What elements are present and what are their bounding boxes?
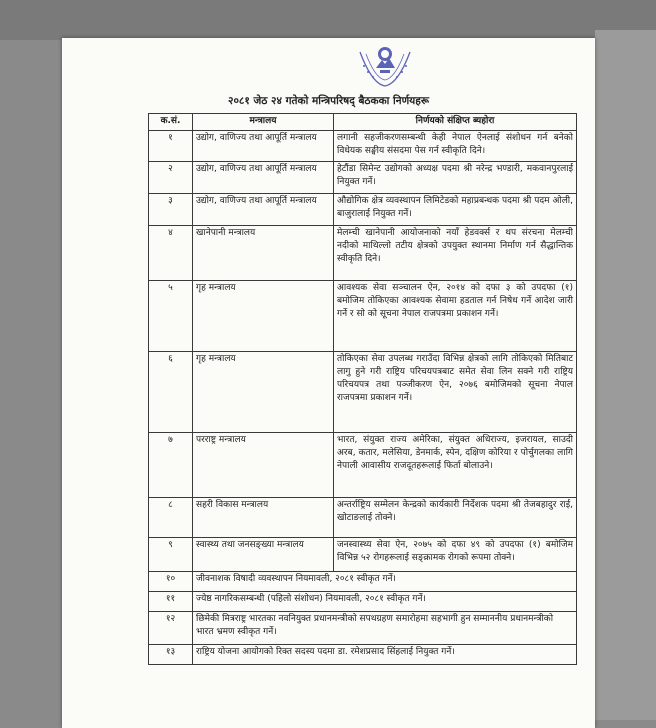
- row-number: १: [149, 131, 193, 162]
- row-decision: हेटौंडा सिमेन्ट उद्योगको अध्यक्ष पदमा श्री नरेन्द्र भण्डारी, मकवानपुरलाई नियुक्त गर्ने।: [334, 162, 577, 194]
- decisions-table: [148, 113, 577, 665]
- row-decision: जीवनाशक विषादी व्यवस्थापन नियमावली, २०८१ स्वीकृत गर्ने।: [193, 572, 577, 592]
- row-ministry: उद्योग, वाणिज्य तथा आपूर्ति मन्त्रालय: [193, 131, 334, 162]
- serial-header: क.सं.: [149, 114, 193, 131]
- table-row: [149, 645, 577, 665]
- row-decision: राष्ट्रिय योजना आयोगको रिक्त सदस्य पदमा डा. रमेशप्रसाद सिंहलाई नियुक्त गर्ने।: [193, 645, 577, 665]
- table-header-row: [149, 114, 577, 131]
- table-row: [149, 572, 577, 592]
- decision-header: निर्णयको संक्षिप्त ब्यहोरा: [334, 114, 577, 131]
- row-decision: छिमेकी मित्रराष्ट्र भारतका नवनियुक्त प्रधानमन्त्रीको सपथग्रहण समारोहमा सहभागी हुन सम्माननीय प्रधानमन्त्रीको भारत भ्रमण स्वीकृत गर्ने।: [193, 612, 577, 645]
- row-number: २: [149, 162, 193, 194]
- table-row: [149, 162, 577, 194]
- row-ministry: गृह मन्त्रालय: [193, 352, 334, 433]
- row-number: ७: [149, 433, 193, 498]
- row-ministry: गृह मन्त्रालय: [193, 281, 334, 352]
- row-decision: ज्येष्ठ नागरिकसम्बन्धी (पहिलो संशोधन) नियमावली, २०८१ स्वीकृत गर्ने।: [193, 592, 577, 612]
- row-decision: मेलम्ची खानेपानी आयोजनाको नयाँ हेडवर्क्स र थप संरचना मेलम्ची नदीको माथिल्लो तटीय क्षेत्रको उपयुक्त स्थानमा निर्माण गर्न सैद्धान्तिक स्वीकृति दिने।: [334, 226, 577, 281]
- government-seal-icon: [352, 44, 418, 88]
- row-decision: अन्तर्राष्ट्रिय सम्मेलन केन्द्रको कार्यकारी निर्देशक पदमा श्री तेजबहादुर राई, खोटाङलाई तोक्ने।: [334, 498, 577, 538]
- row-decision: तोकिएका सेवा उपलब्ध गराउँदा विभिन्न क्षेत्रको लागि तोकिएको मितिबाट लागु हुने गरी राष्ट्रिय परिचयपत्रबाट समेत सेवा लिन सक्ने गरी राष्ट्रिय परिचयपत्र तथा पञ्जीकरण ऐन, २०७६ बमोजिमको सूचना नेपाल राजपत्रमा प्रकाशन गर्ने।: [334, 352, 577, 433]
- row-decision: भारत, संयुक्त राज्य अमेरिका, संयुक्त अधिराज्य, इजरायल, साउदी अरब, कतार, मलेसिया, डेनमार्क, स्पेन, दक्षिण कोरिया र पोर्चुगलका लागि नेपाली आवासीय राजदूतहरूलाई फिर्ता बोलाउने।: [334, 433, 577, 498]
- table-row: [149, 194, 577, 226]
- table-row: [149, 352, 577, 433]
- document-title: २०८१ जेठ २४ गतेको मन्त्रिपरिषद् बैठकका निर्णयहरू: [228, 95, 429, 107]
- row-decision: औद्योगिक क्षेत्र व्यवस्थापन लिमिटेडको महाप्रबन्धक पदमा श्री पदम ओली, बाजुरालाई नियुक्त गर्ने।: [334, 194, 577, 226]
- background-top: [0, 0, 656, 40]
- table-row: [149, 612, 577, 645]
- table-row: [149, 592, 577, 612]
- document-page: [62, 38, 595, 728]
- table-row: [149, 131, 577, 162]
- table-row: [149, 226, 577, 281]
- table-row: [149, 498, 577, 538]
- table-row: [149, 433, 577, 498]
- row-decision: आवश्यक सेवा सञ्चालन ऐन, २०१४ को दफा ३ को उपदफा (१) बमोजिम तोकिएका आवश्यक सेवामा हडताल गर्न निषेध गर्ने आदेश जारी गर्ने र सो को सूचना नेपाल राजपत्रमा प्रकाशन गर्ने।: [334, 281, 577, 352]
- row-number: ११: [149, 592, 193, 612]
- row-ministry: स्वास्थ्य तथा जनसङ्ख्या मन्त्रालय: [193, 538, 334, 572]
- ministry-header: मन्त्रालय: [193, 114, 334, 131]
- row-ministry: खानेपानी मन्त्रालय: [193, 226, 334, 281]
- row-number: ३: [149, 194, 193, 226]
- row-ministry: सहरी विकास मन्त्रालय: [193, 498, 334, 538]
- row-number: १३: [149, 645, 193, 665]
- row-ministry: उद्योग, वाणिज्य तथा आपूर्ति मन्त्रालय: [193, 194, 334, 226]
- row-ministry: परराष्ट्र मन्त्रालय: [193, 433, 334, 498]
- row-number: ६: [149, 352, 193, 433]
- table-row: [149, 538, 577, 572]
- row-number: १०: [149, 572, 193, 592]
- row-ministry: उद्योग, वाणिज्य तथा आपूर्ति मन्त्रालय: [193, 162, 334, 194]
- row-number: ९: [149, 538, 193, 572]
- row-number: ४: [149, 226, 193, 281]
- background-right: [595, 30, 656, 720]
- row-number: १२: [149, 612, 193, 645]
- row-number: ८: [149, 498, 193, 538]
- row-number: ५: [149, 281, 193, 352]
- table-body: [149, 131, 577, 665]
- table-row: [149, 281, 577, 352]
- row-decision: लगानी सहजीकरणसम्बन्धी केही नेपाल ऐनलाई संशोधन गर्न बनेको विधेयक सङ्घीय संसदमा पेस गर्न स्वीकृति दिने।: [334, 131, 577, 162]
- row-decision: जनस्वास्थ्य सेवा ऐन, २०७५ को दफा ४९ को उपदफा (१) बमोजिम विभिन्न ५२ रोगहरूलाई सङ्क्रामक रोगको रूपमा तोक्ने।: [334, 538, 577, 572]
